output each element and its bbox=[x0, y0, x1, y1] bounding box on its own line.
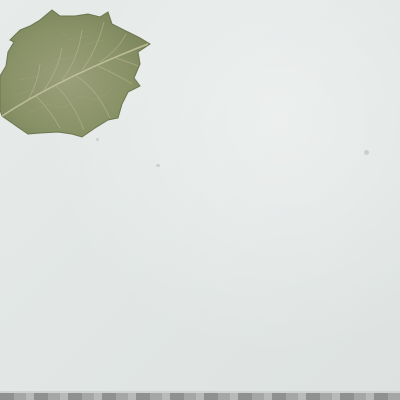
bottom-edge-strip bbox=[0, 391, 400, 400]
holly-leaf bbox=[0, 0, 160, 145]
surface-speck bbox=[364, 150, 369, 155]
surface-speck bbox=[96, 138, 99, 141]
surface-speck bbox=[156, 164, 160, 167]
leaf-blade bbox=[0, 10, 150, 137]
